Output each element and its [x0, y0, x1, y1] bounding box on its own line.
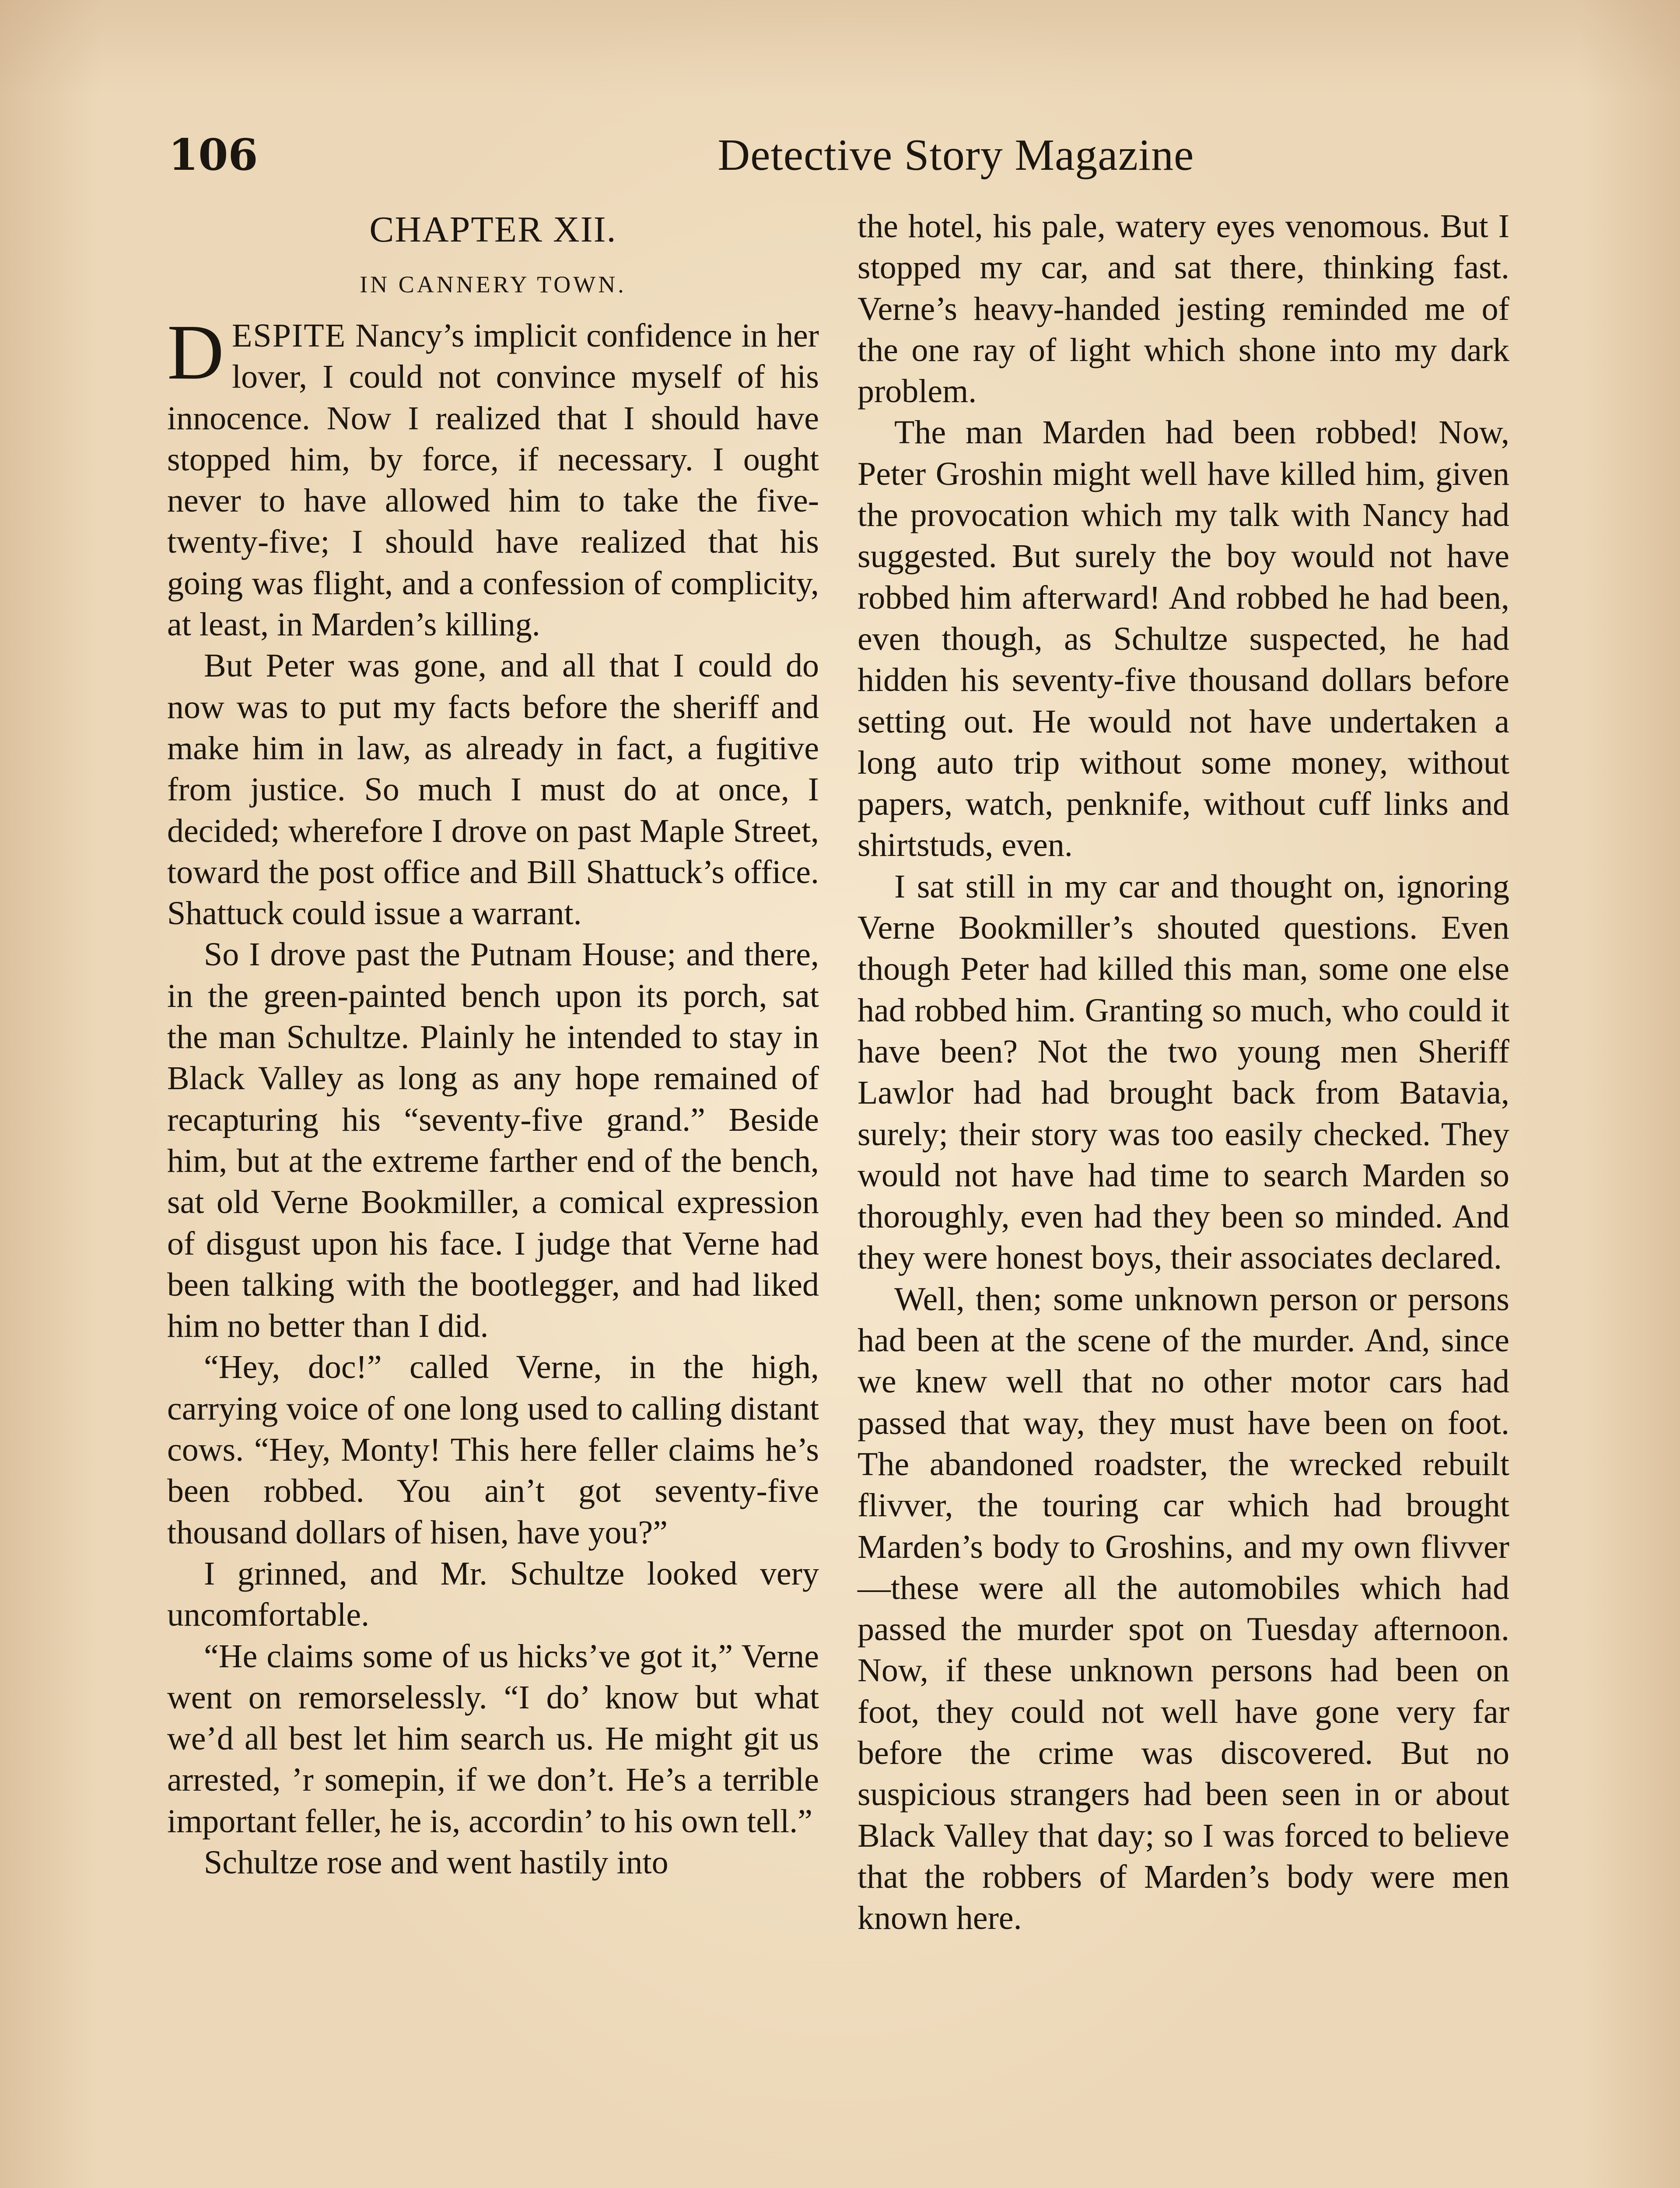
paragraph-text: Nancy’s implicit confidence in her lover, I could not convince myself of his innocence. Now I realized that I should have stopped him, by force, if necessary. I ought never to have allowed him to take the five-twenty-five; I should have realized that his going was flight, and a confession of complicity, at least, in Marden’s killing. — [167, 317, 819, 643]
paragraph: Well, then; some unknown person or persons had been at the scene of the murder. And, since we knew well that no other motor cars had passed that way, they must have been on foot. The abandoned roadster, the wrecked rebuilt flivver, the touring car which had brought Marden’s body to Groshins, and my own flivver—these were all the automobiles which had passed the murder spot on Tuesday afternoon. Now, if these unknown persons had been on foot, they could not well have gone very far before the crime was discovered. But no suspicious strangers had been seen in or about Black Valley that day; so I was forced to believe that the robbers of Marden’s body were men known here. — [858, 1280, 1509, 1937]
chapter-subtitle: IN CANNERY TOWN. — [360, 271, 626, 298]
paragraph: I sat still in my car and thought on, ignoring Verne Bookmiller’s shouted questions. Even though Peter had killed this man, some one else had robbed him. Granting so much, who could it have been? Not the two young men Sheriff Lawlor had had brought back from Batavia, surely; their story was too easily checked. They would not have had time to search Marden so thoroughly, even had they been so minded. And they were honest boys, their associates declared. — [858, 868, 1509, 1276]
paragraph — [167, 309, 819, 645]
lead-word: ESPITE — [232, 317, 346, 354]
chapter-title: CHAPTER XII. — [369, 209, 617, 250]
running-head: Detective Story Magazine — [718, 130, 1194, 180]
page-number: 106 — [168, 130, 258, 180]
page-header — [168, 127, 1516, 188]
left-column — [167, 206, 819, 1883]
paragraph: “He claims some of us hicks’ve got it,” Verne went on remorselessly. “I do’ know but what we’d all best let him search us. He might git us arrested, ’r somepin, if we don’t. He’s a terrible important feller, he is, accordin’ to his own tell.” — [167, 1637, 819, 1840]
paragraph: So I drove past the Putnam House; and there, in the green-painted bench upon its porch, sat the man Schultze. Plainly he intended to stay in Black Valley as long as any hope remained of recapturing his “seventy-five grand.” Beside him, but at the extreme farther end of the bench, sat old Verne Bookmiller, a comical expression of disgust upon his face. I judge that Verne had been talking with the bootlegger, and had liked him no better than I did. — [167, 936, 819, 1345]
paragraph: the hotel, his pale, watery eyes venomous. But I stopped my car, and sat there, thinking fast. Verne’s heavy-handed jesting reminded me of the one ray of light which shone into my dark problem. — [858, 208, 1509, 410]
drop-cap: D — [167, 309, 224, 396]
paragraph: But Peter was gone, and all that I could do now was to put my facts before the sheriff and make him in law, as already in fact, a fugitive from justice. So much I must do at once, I decided; wherefore I drove on past Maple Street, toward the post office and Bill Shattuck’s office. Shattuck could issue a warrant. — [167, 647, 819, 932]
paragraph: The man Marden had been robbed! Now, Peter Groshin might well have killed him, given the provocation which my talk with Nancy had suggested. But surely the boy would not have robbed him afterward! And robbed he had been, even though, as Schultze suspected, he had hidden his seventy-five thousand dollars before setting out. He would not have undertaken a long auto trip without some money, without papers, watch, penknife, without cuff links and shirtstuds, even. — [858, 414, 1509, 864]
paragraph: “Hey, doc!” called Verne, in the high, carrying voice of one long used to calling distant cows. “Hey, Monty! This here feller claims he’s been robbed. You ain’t got seventy-five thousand dollars of hisen, have you?” — [167, 1349, 819, 1551]
right-column — [858, 206, 1509, 1939]
paragraph: I grinned, and Mr. Schultze looked very uncomfortable. — [167, 1555, 819, 1634]
paragraph: Schultze rose and went hastily into — [204, 1844, 668, 1881]
